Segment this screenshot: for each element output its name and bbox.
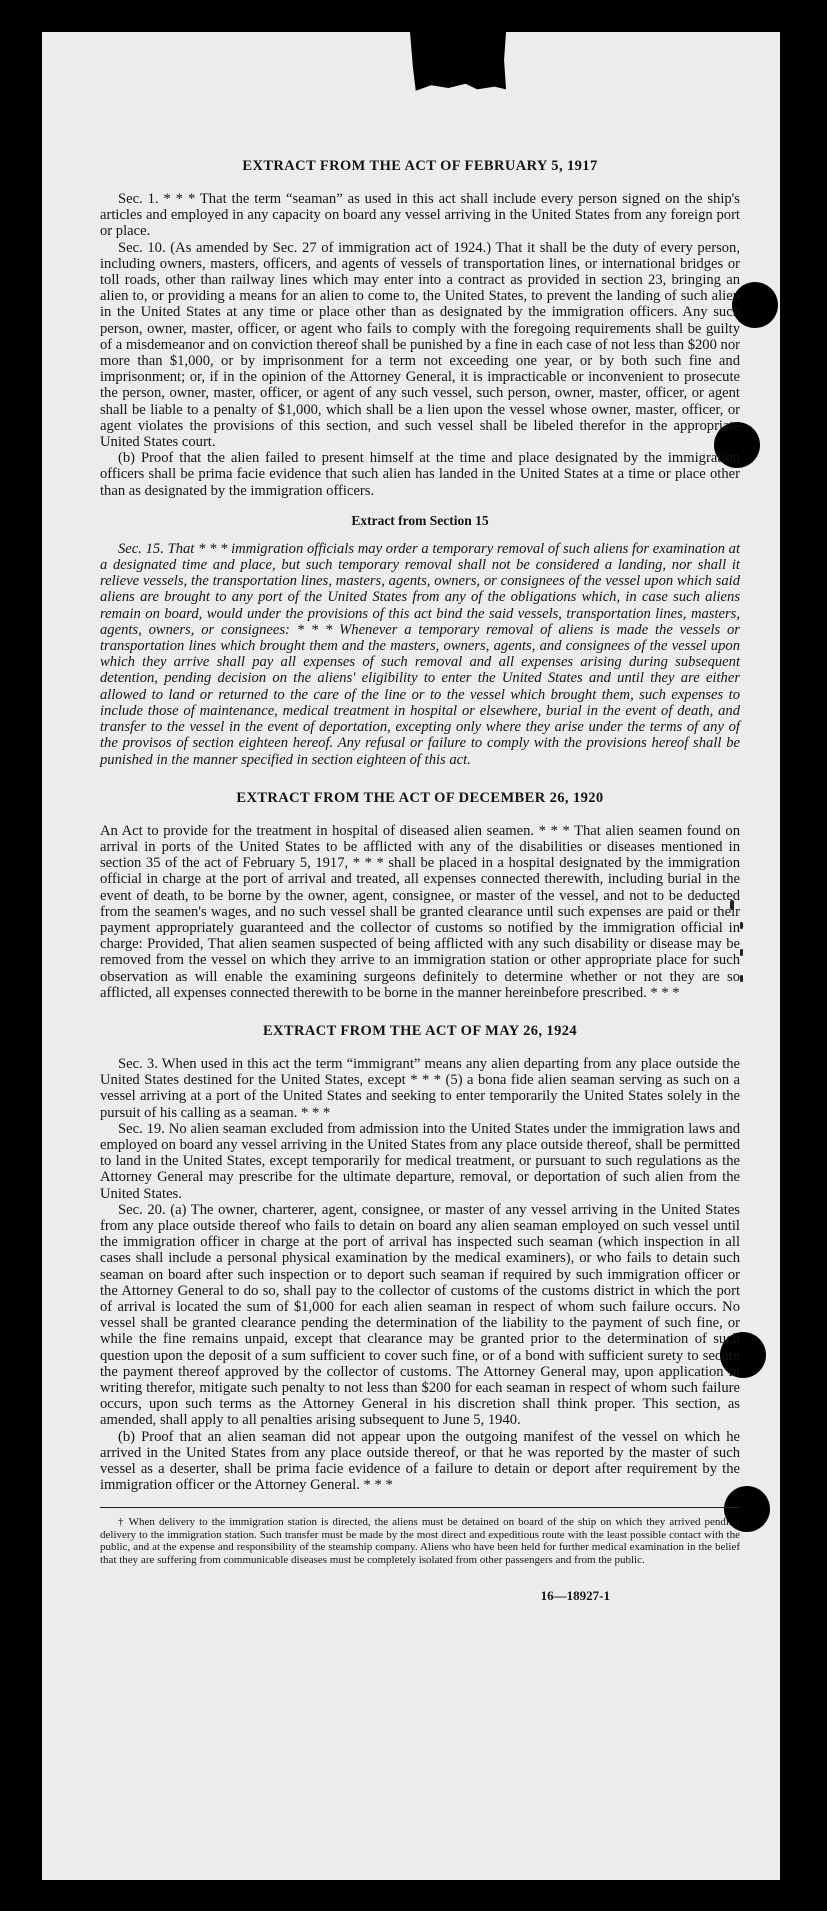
section-10-b: (b) Proof that the alien failed to present himself at the time and place designated by the immigration officers shall be prima facie evidence that such alien has landed in the United States at a time or place other than as designated by the immigration officers. xyxy=(100,450,740,499)
margin-mark xyxy=(740,975,743,982)
section-3: Sec. 3. When used in this act the term “immigrant” means any alien departing from any place outside the United States destined for the United States, except * * * (5) a bona fide alien seaman serving as such on a vessel arriving at a port of the United States and seeking to enter temporarily the United States solely in the pursuit of his calling as a seaman. * * * xyxy=(100,1055,740,1121)
heading-act-1924: EXTRACT FROM THE ACT OF MAY 26, 1924 xyxy=(262,1022,578,1039)
section-19: Sec. 19. No alien seaman excluded from admission into the United States under the immigration laws and employed on board any vessel arriving in the United States from any place outside thereof, shall be permitted to land in the United States, except temporarily for medical treatment, or pursuant to such regulations as the Attorney General may prescribe for the ultimate departure, removal, or deportation of such alien from the United States. xyxy=(100,1120,740,1202)
torn-edge xyxy=(410,32,506,102)
section-20-b: (b) Proof that an alien seaman did not appear upon the outgoing manifest of the vessel on which he arrived in the United States from any place outside thereof, or that he was reported by the master of such vessel as a deserter, shall be prima facie evidence of a failure to detain or deport after requirement by the immigration officer or the Attorney General. * * * xyxy=(100,1428,740,1494)
act-1920-text: An Act to provide for the treatment in hospital of diseased alien seamen. * * * That alien seamen found on arrival in ports of the United States to be afflicted with any of the disabilities or diseases mentioned in section 35 of the act of February 5, 1917, * * * shall be placed in a hospital designated by the immigration official in charge at the port of arrival and treated, all expenses connected therewith, including burial in the event of death, to be borne by the owner, agent, consignee, or master of the vessel, and not to be deducted from the seamen's wages, and no such vessel shall be granted clearance until such expenses are paid or their payment appropriately guaranteed and the collector of customs so notified by the immigration official in charge: Provided, That alien seamen suspected of being afflicted with any such disability or disease may be removed from the vessel on which they arrive to an immigration station or other appropriate place for such observation as will enable the examining surgeons definitely to determine whether or not they are so afflicted, all expenses connected therewith to be borne in the manner hereinbefore prescribed. * * * xyxy=(100,822,740,1001)
section-10: Sec. 10. (As amended by Sec. 27 of immigration act of 1924.) That it shall be the duty of every person, including owners, masters, officers, and agents of vessels of transportation lines, or international bridges or toll roads, other than railway lines which may enter into a contract as provided in section 23, bringing an alien to, or providing a means for an alien to come to, the United States, to prevent the landing of such alien in the United States at any time or place other than as designated by the immigration officers. Any such person, owner, master, officer, or agent who fails to comply with the foregoing requirements shall be guilty of a misdemeanor and on conviction thereof shall be punished by a fine in each case of not less than $200 nor more than $1,000, or by imprisonment for a term not exceeding one year, or by both such fine and imprisonment; or, if in the opinion of the Attorney General, it is impracticable or inconvenient to prosecute the person, owner, master, officer, or agent of any such vessel, such person, owner, master, officer, or agent shall be liable to a penalty of $1,000, which shall be a lien upon the vessel whose owner, master, officer, or agent violates the provisions of this section, and such vessel shall be libeled therefor in the appropriate United States court. xyxy=(100,239,740,451)
section-20: Sec. 20. (a) The owner, charterer, agent, consignee, or master of any vessel arriving in the United States from any place outside thereof who fails to detain on board any alien seaman employed on such vessel until the immigration officer in charge at the port of arrival has inspected such seaman (which inspection in all cases shall include a personal physical examination by the medical examiners), or who fails to detain such seaman on board after such inspection or to deport such seaman if required by such immigration officer or the Attorney General to do so, shall pay to the collector of customs of the customs district in which the port of arrival is located the sum of $1,000 for each alien seaman in respect of whom such failure occurs. No vessel shall be granted clearance pending the determination of the liability to the payment of such fine, or while the fine remains unpaid, except that clearance may be granted prior to the determination of such question upon the deposit of a sum sufficient to cover such fine, or of a bond with sufficient surety to secure the payment thereof approved by the collector of customs. The Attorney General may, upon application in writing therefor, mitigate such penalty to not less than $200 for each seaman in respect of whom such failure occurs, upon such terms as the Attorney General in his discretion shall think proper. This section, as amended, shall apply to all penalties arising subsequent to June 5, 1940. xyxy=(100,1201,740,1429)
section-1: Sec. 1. * * * That the term “seaman” as used in this act shall include every person signed on the ship's articles and employed in any capacity on board any vessel arriving in the United States from any foreign port or place. xyxy=(100,191,740,240)
footnote-divider xyxy=(100,1507,740,1508)
margin-mark xyxy=(740,949,743,956)
heading-section-15: Extract from Section 15 xyxy=(351,512,489,528)
margin-mark xyxy=(740,922,743,929)
footnote: † When delivery to the immigration station is directed, the aliens must be detained on board of the ship on which they arrived pending delivery to the immigration station. Such transfer must be made by the most direct and expeditious route with the least possible contact with the public, and at the expense and responsibility of the steamship company. Aliens who have been held for further medical examination in the belief that they are suffering from communicable diseases must be completely isolated from other passengers and from the public. xyxy=(100,1516,740,1566)
document-body xyxy=(100,132,740,1604)
heading-act-1917: EXTRACT FROM THE ACT OF FEBRUARY 5, 1917 xyxy=(242,158,598,174)
document-page xyxy=(42,32,780,1880)
form-number: 16—18927-1 xyxy=(540,1588,610,1604)
section-15: Sec. 15. That * * * immigration officials may order a temporary removal of such aliens for examination at a designated time and place, but such temporary removal shall not be considered a landing, nor shall it relieve vessels, the transportation lines, masters, agents, owners, or consignees of the vessel upon which said aliens are brought to any port of the United States from any of the obligations which, in case such aliens remain on board, would under the provisions of this act bind the said vessels, transportation lines, masters, agents, owners, or consignees: * * * Whenever a temporary removal of aliens is made the vessels or transportation lines which brought them and the masters, owners, agents, and consignees of the vessel upon which they arrive shall pay all expenses of such removal and all expenses arising during subsequent detention, pending decision on the aliens' eligibility to enter the United States and until they are either allowed to land or returned to the care of the line or to the vessel which brought them, such expenses to include those of maintenance, medical treatment in hospital or elsewhere, burial in the event of death, and transfer to the vessel in the event of deportation, excepting only where they arise under the terms of any of the provisos of section eighteen hereof. Any refusal or failure to comply with the provisions hereof shall be punished in the manner specified in section eighteen of this act. xyxy=(100,540,740,768)
heading-act-1920: EXTRACT FROM THE ACT OF DECEMBER 26, 1920 xyxy=(236,789,604,806)
